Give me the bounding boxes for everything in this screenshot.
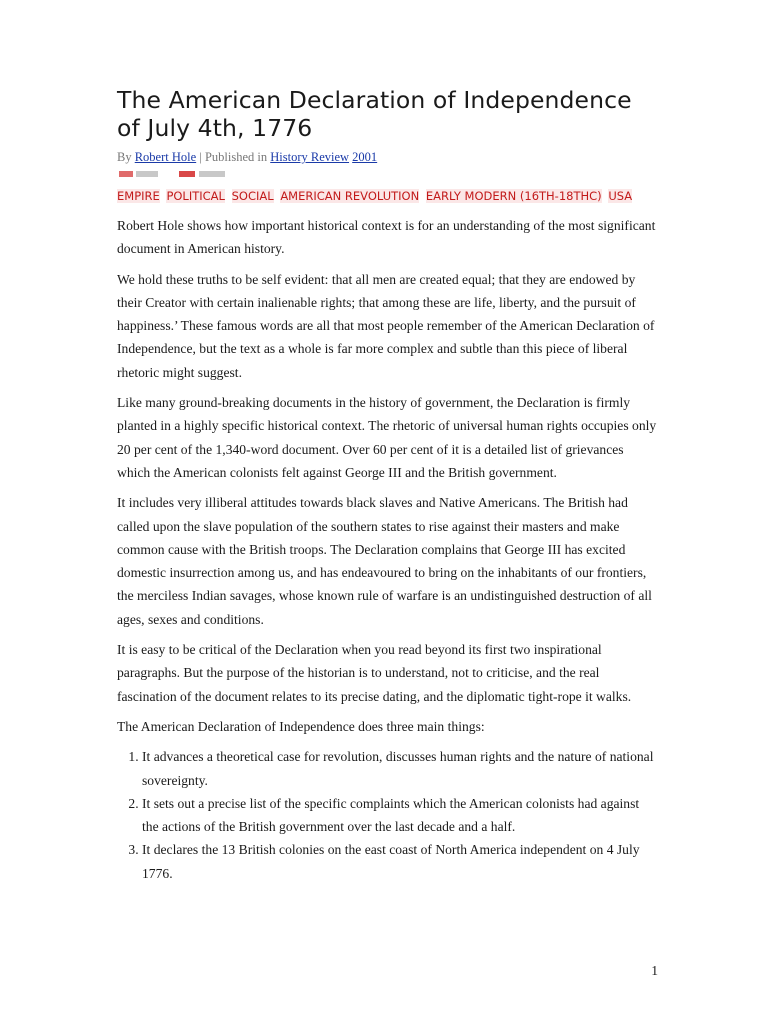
paragraph: It includes very illiberal attitudes towards black slaves and Native Americans. The British had called upon the slave population of the southern states to rise against their masters and make common cause with the British troops. The Declaration complains that George III has excited domestic insurrection among us, and has endeavoured to bring on the inhabitants of our frontiers, the merciless Indian savages, whose known rule of warfare is an undistinguished destruction of all ages, sexes and conditions. (117, 495, 652, 627)
article-content (117, 86, 657, 885)
share-label-fragment (136, 171, 158, 177)
paragraph: The American Declaration of Independence does three main things: (117, 718, 485, 734)
tag-list (117, 185, 657, 208)
share-buttons-strip (117, 171, 657, 181)
share-icon (179, 171, 195, 177)
tag-link[interactable]: EARLY MODERN (16TH-18THC) (425, 189, 602, 203)
tag-link[interactable]: SOCIAL (231, 189, 274, 203)
published-label: Published in (204, 150, 268, 164)
paragraph: Robert Hole shows how important historical context is for an understanding of the most significant document in American history. (117, 218, 656, 257)
list-item: 3. It declares the 13 British colonies on the east coast of North America independent on 4 July 1776. (142, 838, 657, 885)
article-body (117, 214, 657, 885)
tag-link[interactable]: POLITICAL (166, 189, 225, 203)
author-link[interactable]: Robert Hole (134, 150, 197, 164)
article-title: The American Declaration of Independence of July 4th, 1776 (117, 86, 632, 142)
tag-link[interactable]: USA (608, 189, 633, 203)
byline-separator: | (199, 150, 202, 164)
byline (117, 149, 657, 165)
page-number: 1 (651, 963, 658, 978)
paragraph: It is easy to be critical of the Declaration when you read beyond its first two inspirational paragraphs. But the purpose of the historian is to understand, not to criticise, and the real fascination of the document relates to its precise dating, and the diplomatic tight-rope it walks. (117, 642, 632, 704)
share-icon (119, 171, 133, 177)
list-item: 2. It sets out a precise list of the specific complaints which the American colonists had against the actions of the British government over the last decade and a half. (142, 792, 657, 839)
year-link[interactable]: 2001 (352, 150, 378, 164)
numbered-list (117, 745, 657, 885)
list-item: 1. It advances a theoretical case for revolution, discusses human rights and the nature of national sovereignty. (142, 745, 657, 792)
publication-link[interactable]: History Review (270, 150, 350, 164)
paragraph: We hold these truths to be self evident: that all men are created equal; that they are endowed by their Creator with certain inalienable rights; that among these are life, liberty, and the pursuit of happiness.’ These famous words are all that most people remember of the American Declaration of Independence, but the text as a whole is far more complex and subtle than this piece of liberal rhetoric might suggest. (117, 271, 655, 380)
tag-link[interactable]: AMERICAN REVOLUTION (280, 189, 420, 203)
by-label: By (117, 150, 132, 164)
tag-link[interactable]: EMPIRE (117, 189, 160, 203)
share-label-fragment (199, 171, 225, 177)
paragraph: Like many ground-breaking documents in the history of government, the Declaration is firmly planted in a highly specific historical context. The rhetoric of universal human rights occupies only 20 per cent of the 1,340-word document. Over 60 per cent of it is a detailed list of grievances which the American colonists felt against George III and the British government. (117, 395, 657, 480)
